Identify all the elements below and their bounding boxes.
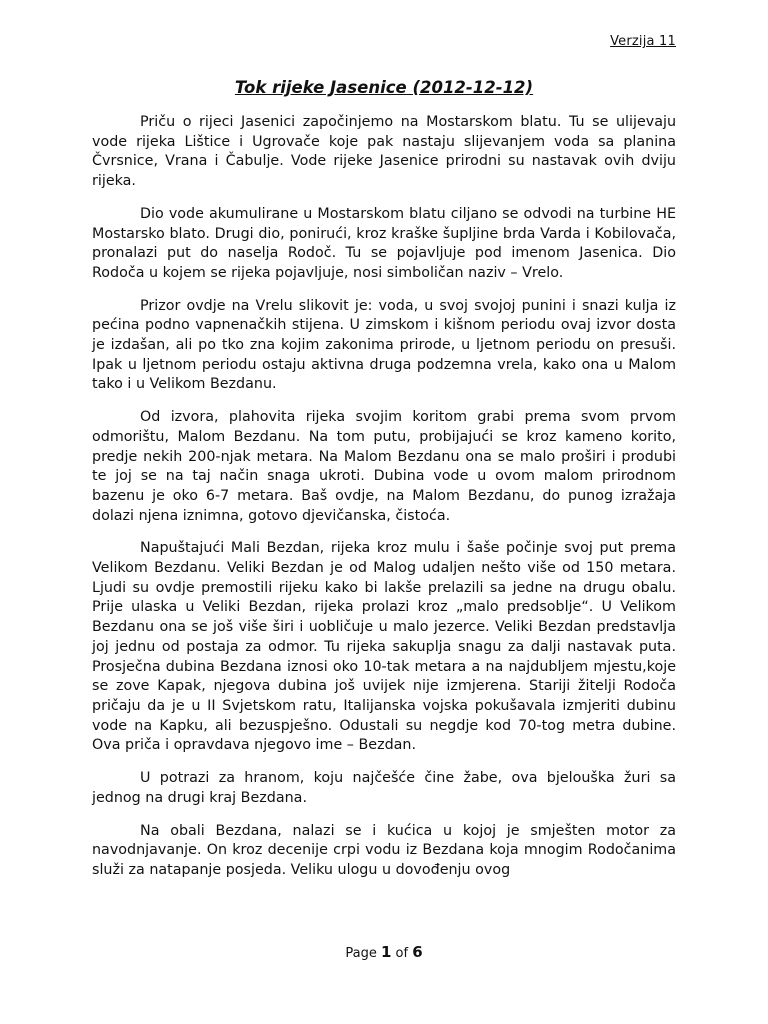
page-current-number: 1: [380, 943, 392, 961]
paragraph: U potrazi za hranom, koju najčešće čine žabe, ova bjelouška žuri sa jednog na drugi kraj Bezdana.: [92, 770, 676, 806]
page-label: Page: [345, 946, 377, 961]
document-title: Tok rijeke Jasenice (2012-12-12): [234, 78, 534, 97]
of-label: of: [395, 946, 409, 961]
paragraph: Prizor ovdje na Vrelu slikovit je: voda, u svoj svojoj punini i snazi kulja iz pećina podno vapnenačkih stijena. U zimskom i kišnom periodu ovaj izvor dosta je izdašan, ali po tko zna kojim zakonima prirode, u ljetnom periodu on presuši. Ipak u ljetnom periodu ostaju aktivna druga podzemna vrela, kako ona u Malom tako i u Velikom Bezdanu.: [92, 297, 676, 393]
paragraph: Napuštajući Mali Bezdan, rijeka kroz mulu i šaše počinje svoj put prema Velikom Bezdanu. Veliki Bezdan je od Malog udaljen nešto više od 150 metara. Ljudi su ovdje premostili rijeku kako bi lakše prelazili sa jedne na drugu obalu. Prije ulaska u Veliki Bezdan, rijeka prolazi kroz „malo predsoblje“. U Velikom Bezdanu ona se još više širi i uobličuje u malo jezerce. Veliki Bezdan predstavlja joj jednu od postaja za odmor. Tu rijeka sakuplja snagu za dalji nastavak puta. Prosječna dubina Bezdana iznosi oko 10-tak metara a na najdubljem mjestu,koje se zove Kapak, njegova dubina još uvijek nije izmjerena. Stariji žitelji Rodoča pričaju da je u II Svjetskom ratu, Italijanska vojska pokušavala izmjeriti dubinu vode na Kapku, ali bezuspješno. Odustali su negdje kod 70-tog metra dubine. Ova priča i opravdava njegovo ime – Bezdan.: [92, 540, 676, 754]
paragraph: Od izvora, plahovita rijeka svojim koritom grabi prema svom prvom odmorištu, Malom Bezdanu. Na tom putu, probijajući se kroz kameno korito, predje nekih 200-njak metara. Na Malom Bezdanu ona se malo proširi i produbi te joj se na taj način snaga ukroti. Dubina vode u ovom malom prirodnom bazenu je oko 6-7 metara. Baš ovdje, na Malom Bezdanu, do punog izražaja dolazi njena iznimna, gotovo djevičanska, čistoća.: [92, 409, 676, 524]
paragraph: Priču o rijeci Jasenici započinjemo na Mostarskom blatu. Tu se ulijevaju vode rijeka Lištice i Ugrovače koje pak nastaju slijevanjem voda sa planina Čvrsnice, Vrana i Čabulje. Vode rijeke Jasenice prirodni su nastavak ovih dviju rijeka.: [92, 114, 676, 190]
paragraph: Dio vode akumulirane u Mostarskom blatu ciljano se odvodi na turbine HE Mostarsko blato. Drugi dio, ponirući, kroz kraške šupljine brda Varda i Kobilovača, pronalazi put do naselja Rodoč. Tu se pojavljuje pod imenom Jasenica. Dio Rodoča u kojem se rijeka pojavljuje, nosi simboličan naziv – Vrelo.: [92, 205, 676, 281]
paragraph: Na obali Bezdana, nalazi se i kućica u kojoj je smješten motor za navodnjavanje. On kroz decenije crpi vodu iz Bezdana koja mnogim Rodočanima služi za natapanje posjeda. Veliku ulogu u dovođenju ovog: [92, 822, 676, 878]
document-body: [92, 113, 676, 894]
page-total-number: 6: [412, 943, 423, 961]
version-header: Verzija 11: [610, 34, 676, 49]
page-footer: [0, 943, 768, 961]
